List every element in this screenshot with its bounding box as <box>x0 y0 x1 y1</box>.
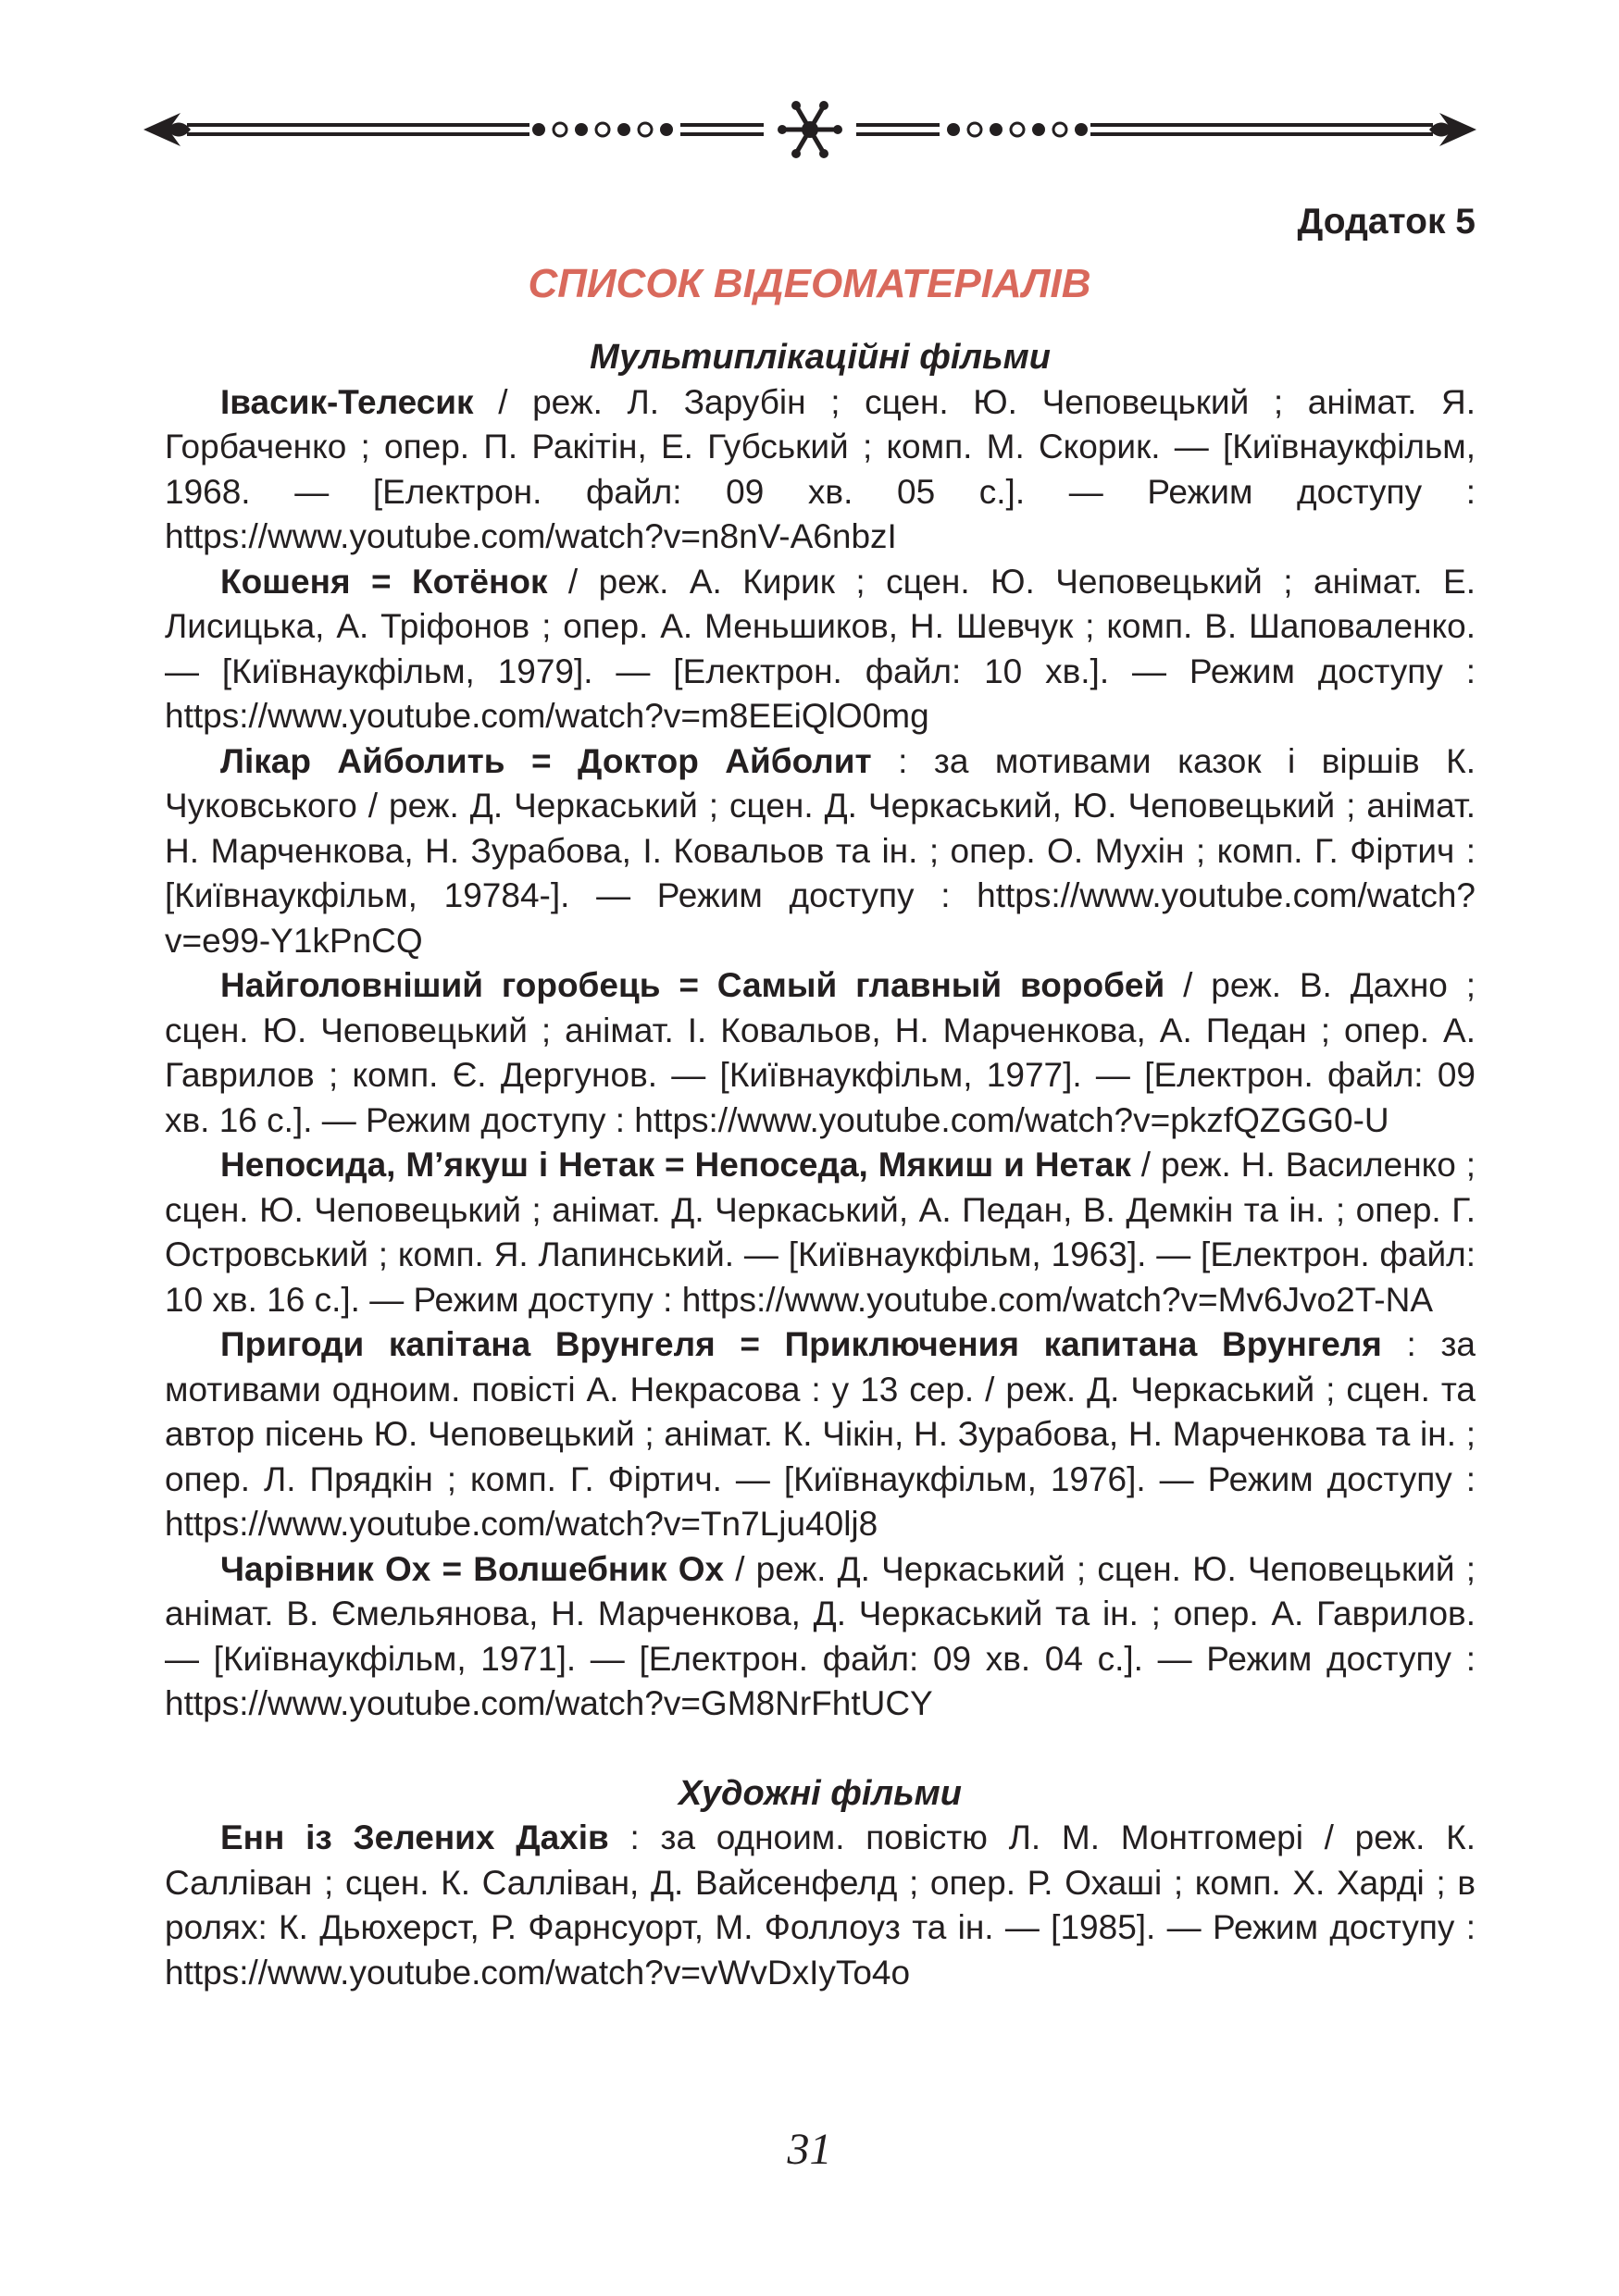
film-details: / реж. Д. Черкаський ; сцен. Ю. Чеповецький ; анімат. В. Ємельянова, Н. Марченкова, Д. Черкаський та ін. ; опер. А. Гаврилов. — [Київнаукфільм, 1971]. — [Електрон. файл: 09 хв. 04 с.]. — Режим доступу : https://www.youtube.com/watch?v=GM8NrFhtUCY <box>165 1549 1476 1722</box>
film-title: Кошеня = Котёнок <box>220 562 548 601</box>
section-title-feature: Художні фільми <box>679 1773 962 1813</box>
film-details: : за одноим. повістю Л. М. Монтгомері / реж. К. Салліван ; сцен. К. Салліван, Д. Вайсенфелд ; опер. Р. Охаші ; комп. Х. Харді ; в ролях: К. Дьюхерст, Р. Фарнсуорт, М. Фоллоуз та ін. — [1985]. — Режим доступу : https://www.youtube.com/watch?v=vWvDxIyTo4o <box>165 1818 1476 1992</box>
film-title: Лікар Айболить = Доктор Айболит <box>220 741 872 780</box>
film-title: Чарівник Ох = Волшебник Ох <box>220 1549 725 1588</box>
film-details: : за мотивами одноим. повісті А. Некрасова : у 13 сер. / реж. Д. Черкаський ; сцен. та автор пісень Ю. Чеповецький ; анімат. К. Чікін, Н. Зурабова, Н. Марченкова та ін. ; опер. Л. Прядкін ; комп. Г. Фіртич. — [Київнаукфільм, 1976]. — Режим доступу : https://www.youtube.com/watch?v=Tn7Lju40lj8 <box>165 1325 1476 1543</box>
film-title: Непосида, М’якуш і Нетак = Непоседа, Мякиш и Нетак <box>220 1146 1131 1184</box>
appendix-label: Додаток 5 <box>1297 202 1476 242</box>
list-item <box>165 560 1476 739</box>
list-item <box>165 380 1476 560</box>
film-title: Найголовніший горобець = Самый главный воробей <box>220 966 1165 1004</box>
film-details: / реж. А. Кирик ; сцен. Ю. Чеповецький ; анімат. Е. Лисицька, А. Тріфонов ; опер. А. Меньшиков, Н. Шевчук ; комп. В. Шаповаленко. — [Київнаукфільм, 1979]. — [Електрон. файл: 10 хв.]. — Режим доступу : https://www.youtube.com/watch?v=m8EEiQlO0mg <box>165 562 1476 735</box>
list-item <box>165 963 1476 1143</box>
list-item <box>165 1547 1476 1727</box>
section-title-animated: Мультиплікаційні фільми <box>590 338 1051 377</box>
bibliography-list <box>165 335 1476 1995</box>
list-item <box>165 1143 1476 1322</box>
film-title: Івасик-Телесик <box>220 382 474 421</box>
film-details: / реж. Н. Василенко ; сцен. Ю. Чеповецький ; анімат. Д. Черкаський, А. Педан, В. Демкін та ін. ; опер. Г. Островський ; комп. Я. Лапинський. — [Київнаукфільм, 1963]. — [Електрон. файл: 10 хв. 16 с.]. — Режим доступу : https://www.youtube.com/watch?v=Mv6Jvo2T-NA <box>165 1146 1476 1319</box>
film-details: : за мотивами казок і віршів К. Чуковського / реж. Д. Черкаський ; сцен. Д. Черкаський, Ю. Чеповецький ; анімат. Н. Марченкова, Н. Зурабова, І. Ковальов та ін. ; опер. О. Мухін ; комп. Г. Фіртич : [Київнаукфільм, 19784-]. — Режим доступу : https://www.youtube.com/watch?v=e99-Y1kPnCQ <box>165 741 1476 960</box>
list-item <box>165 1816 1476 1995</box>
film-details: / реж. В. Дахно ; сцен. Ю. Чеповецький ; анімат. І. Ковальов, Н. Марченкова, А. Педан ; опер. А. Гаврилов ; комп. Є. Дергунов. — [Київнаукфільм, 1977]. — [Електрон. файл: 09 хв. 16 с.]. — Режим доступу : https://www.youtube.com/watch?v=pkzfQZGG0-U <box>165 966 1476 1139</box>
page-number: 31 <box>787 2125 832 2174</box>
section-spacer <box>165 1727 1476 1771</box>
page-title: СПИСОК ВІДЕОМАТЕРІАЛІВ <box>528 261 1091 306</box>
list-item <box>165 1322 1476 1547</box>
film-details: / реж. Л. Зарубін ; сцен. Ю. Чеповецький ; анімат. Я. Горбаченко ; опер. П. Ракітін, Е. Губський ; комп. М. Скорик. — [Київнаукфільм, 1968. — [Електрон. файл: 09 хв. 05 с.]. — Режим доступу : https://www.youtube.com/watch?v=n8nV-A6nbzI <box>165 382 1476 555</box>
list-item <box>165 739 1476 964</box>
film-title: Енн із Зелених Дахів <box>220 1818 609 1856</box>
film-title: Пригоди капітана Врунгеля = Приключения капитана Врунгеля <box>220 1325 1382 1363</box>
decorative-ornament <box>139 93 1481 167</box>
